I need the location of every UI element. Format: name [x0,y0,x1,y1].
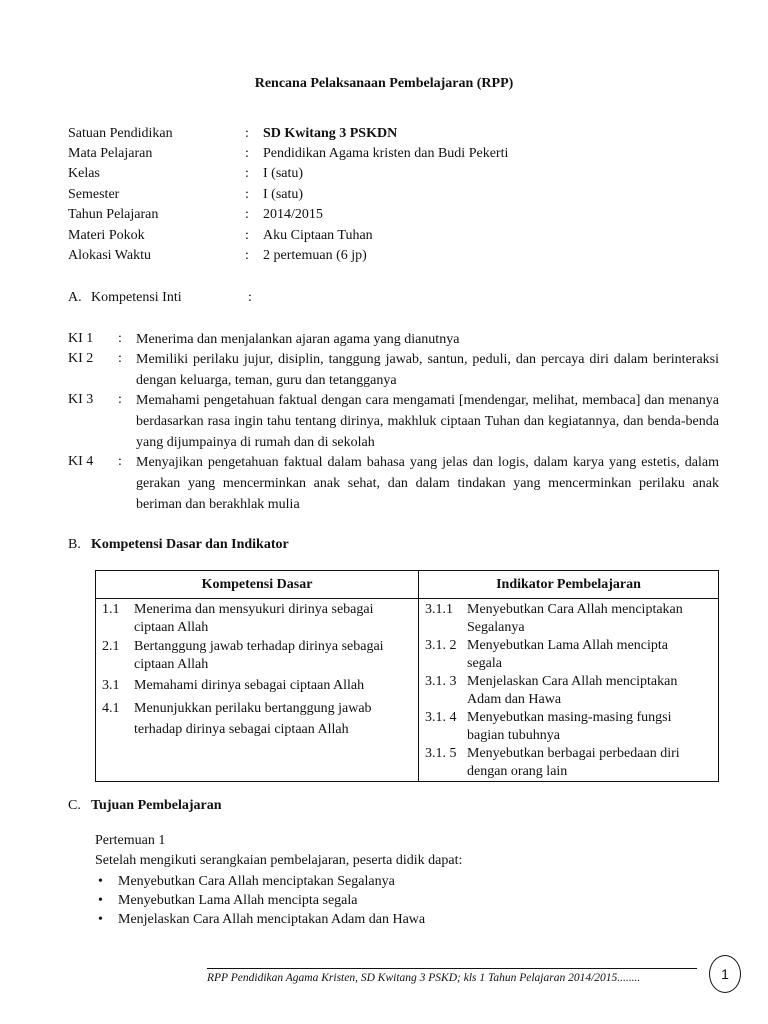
identity-value: 2014/2015 [263,207,323,222]
indikator-text: Menyebutkan berbagai perbedaan diri [467,746,680,761]
identity-value: SD Kwitang 3 PSKDN [263,126,398,141]
objectives-intro: Setelah mengikuti serangkaian pembelajaran, peserta didik dapat: [95,853,463,868]
indikator-item [419,673,718,709]
indikator-num: 3.1.1 [425,602,453,617]
kd-num: 2.1 [102,639,120,654]
identity-label: Materi Pokok [68,228,145,243]
identity-label: Alokasi Waktu [68,248,151,263]
meeting-label: Pertemuan 1 [95,833,166,848]
kd-text-cont: ciptaan Allah [134,620,209,635]
identity-colon: : [245,126,249,141]
kd-text: Menunjukkan perilaku bertanggung jawab [134,701,372,716]
ki-text: Memahami pengetahuan faktual dengan cara mengamati [mendengar, melihat, membaca] dan menanya berdasarkan rasa ingin tahu tentang dirinya, makhluk ciptaan Tuhan dan kegiatannya, dan benda-benda yang dijumpainya di rumah dan di sekolah [136,393,719,450]
identity-colon: : [245,166,249,181]
section-b-letter: B. [68,537,81,552]
kd-text: Bertanggung jawab terhadap dirinya sebagai [134,639,384,654]
indikator-num: 3.1. 3 [425,674,457,689]
document-title: Rencana Pelaksanaan Pembelajaran (RPP) [254,76,514,91]
identity-colon: : [245,207,249,222]
kd-text: Menerima dan mensyukuri dirinya sebagai [134,602,374,617]
ki-colon: : [118,331,122,346]
kd-indikator-table [95,570,719,782]
identity-colon: : [245,228,249,243]
kd-item [96,601,418,637]
identity-value: I (satu) [263,187,304,202]
kd-text-cont: ciptaan Allah [134,657,209,672]
indikator-text: Menjelaskan Cara Allah menciptakan [467,674,678,689]
ki-text: Menerima dan menjalankan ajaran agama yang dianutnya [136,332,460,347]
indikator-item [419,709,718,745]
section-c-letter: C. [68,798,81,813]
indikator-text-cont: Segalanya [467,620,525,635]
ki-label: KI 1 [68,331,94,346]
indikator-text: Menyebutkan masing-masing fungsi [467,710,672,725]
ki-colon: : [118,454,122,469]
footer-divider [207,968,697,969]
identity-label: Tahun Pelajaran [68,207,159,222]
identity-colon: : [245,146,249,161]
section-c-heading: Tujuan Pembelajaran [91,798,222,813]
identity-label: Mata Pelajaran [68,146,153,161]
indikator-text-cont: dengan orang lain [467,764,568,779]
section-a-letter: A. [68,290,82,305]
kd-item [96,677,418,695]
identity-value: Aku Ciptaan Tuhan [263,228,373,243]
ki-colon: : [118,351,122,366]
identity-colon: : [245,248,249,263]
footer-text: RPP Pendidikan Agama Kristen, SD Kwitang 3 PSKD; kls 1 Tahun Pelajaran 2014/2015........ [207,972,641,984]
page-number: 1 [709,955,741,993]
section-a-heading: Kompetensi Inti [91,290,182,305]
objective-item: Menyebutkan Lama Allah mencipta segala [118,893,358,908]
bullet-icon: • [98,912,103,927]
indikator-text: Menyebutkan Cara Allah menciptakan [467,602,683,617]
kd-num: 1.1 [102,602,120,617]
kd-num: 3.1 [102,678,120,693]
indikator-num: 3.1. 2 [425,638,457,653]
kd-text-cont: terhadap dirinya sebagai ciptaan Allah [134,722,349,737]
objective-item: Menjelaskan Cara Allah menciptakan Adam dan Hawa [118,912,426,927]
kd-num: 4.1 [102,701,120,716]
ki-text: Memiliki perilaku jujur, disiplin, tanggung jawab, santun, peduli, dan percaya diri dalam berinteraksi dengan keluarga, teman, guru dan tetangganya [136,352,719,388]
indikator-text: Menyebutkan Lama Allah mencipta [467,638,668,653]
objective-item: Menyebutkan Cara Allah menciptakan Segalanya [118,874,395,889]
identity-label: Semester [68,187,120,202]
indikator-item [419,601,718,637]
table-header-kd: Kompetensi Dasar [96,571,419,599]
identity-colon: : [245,187,249,202]
identity-label: Satuan Pendidikan [68,126,173,141]
indikator-num: 3.1. 5 [425,746,457,761]
indikator-item [419,637,718,673]
section-b-heading: Kompetensi Dasar dan Indikator [91,537,289,552]
indikator-text-cont: bagian tubuhnya [467,728,560,743]
section-a-colon: : [248,290,252,305]
kd-text: Memahami dirinya sebagai ciptaan Allah [134,678,365,693]
ki-label: KI 2 [68,351,94,366]
indikator-cell [419,599,719,782]
indikator-text-cont: segala [467,656,502,671]
kd-item [96,698,418,740]
identity-value: Pendidikan Agama kristen dan Budi Pekerti [263,146,509,161]
indikator-text-cont: Adam dan Hawa [467,692,562,707]
table-header-indikator: Indikator Pembelajaran [419,571,719,599]
identity-value: 2 pertemuan (6 jp) [263,248,367,263]
identity-label: Kelas [68,166,100,181]
ki-label: KI 3 [68,392,94,407]
ki-label: KI 4 [68,454,94,469]
identity-value: I (satu) [263,166,304,181]
kd-cell [96,599,419,782]
indikator-num: 3.1. 4 [425,710,457,725]
indikator-item [419,745,718,781]
ki-text: Menyajikan pengetahuan faktual dalam bahasa yang jelas dan logis, dalam karya yang estetis, dalam gerakan yang mencerminkan anak sehat, dan dalam tindakan yang mencerminkan perilaku anak beriman dan berakhlak mulia [136,455,719,512]
kd-item [96,638,418,674]
bullet-icon: • [98,874,103,889]
bullet-icon: • [98,893,103,908]
ki-colon: : [118,392,122,407]
